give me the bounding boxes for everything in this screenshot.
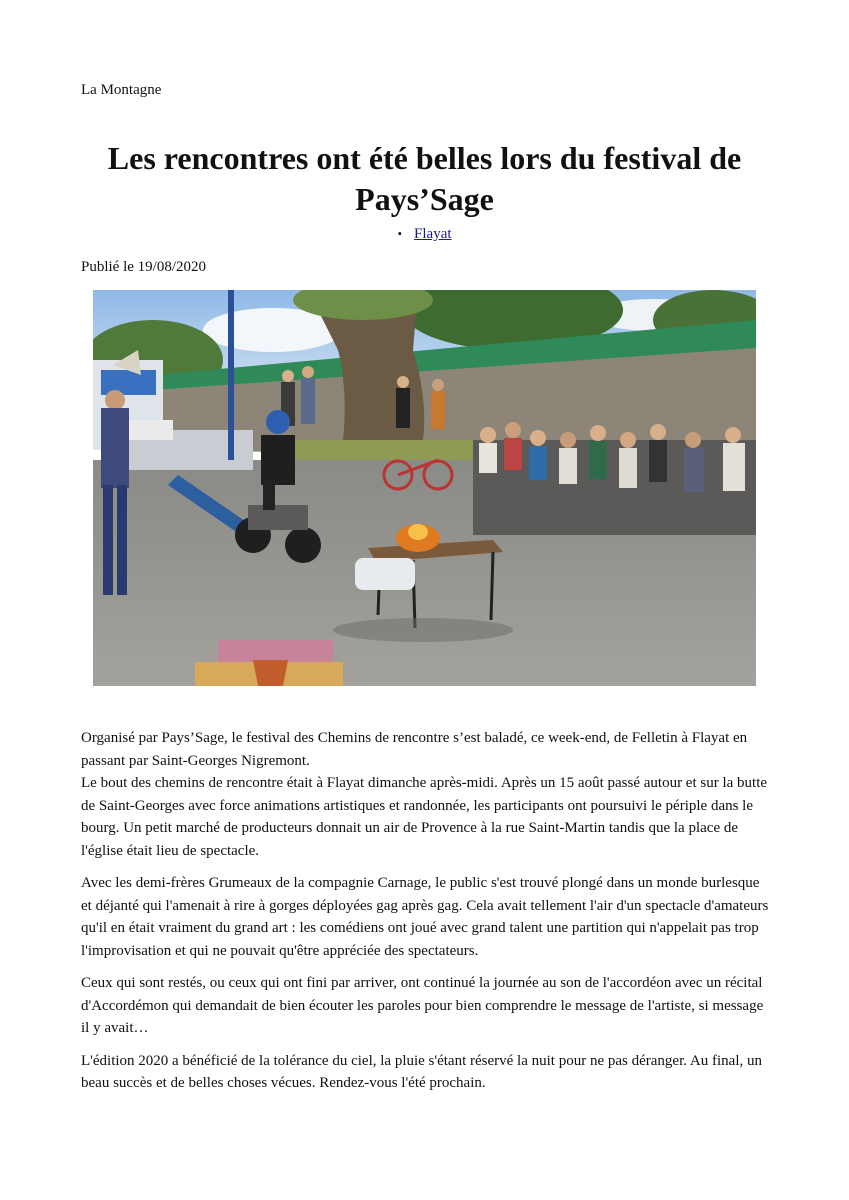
paragraph-1: Organisé par Pays’Sage, le festival des Chemins de rencontre s’est baladé, ce week-end, de Felletin à Flayat en passant par Saint-Georges Nigremont. xyxy=(81,730,748,769)
article-photo xyxy=(93,290,756,686)
source-name: La Montagne xyxy=(81,82,162,98)
tag-list xyxy=(0,226,849,243)
paragraph-4: Ceux qui sont restés, ou ceux qui ont fini par arriver, ont continué la journée au son de l'accordéon avec un récital d'Accordémon qui demandait de bien écouter les paroles pour bien comprendre le message de l'artiste, si message il y avait… xyxy=(81,975,764,1036)
paragraph-5: L'édition 2020 a bénéficié de la tolérance du ciel, la pluie s'étant réservé la nuit pour ne pas déranger. Au final, un beau succès et de belles choses vécues. Rendez-vous l'été prochain. xyxy=(81,1052,762,1091)
paragraph-2: Le bout des chemins de rencontre était à Flayat dimanche après-midi. Après un 15 août passé autour et sur la butte de Saint-Georges avec force animations artistiques et randonnée, les participants ont poursuivi le périple dans le bourg. Un petit marché de producteurs donnait un air de Provence à la rue Saint-Martin tandis que la place de l'église était lieu de spectacle. xyxy=(81,775,768,859)
tag-link-flayat[interactable]: Flayat xyxy=(414,226,452,242)
article-title: Les rencontres ont été belles lors du festival de Pays’Sage xyxy=(107,140,742,217)
publish-date: Publié le 19/08/2020 xyxy=(81,259,206,275)
article-body xyxy=(81,727,771,1105)
photo-illustration xyxy=(93,290,756,686)
paragraph-3: Avec les demi-frères Grumeaux de la compagnie Carnage, le public s'est trouvé plongé dans un monde burlesque et déjanté qui l'amenait à rire à gorges déployées gag après gag. Cela avait tellement l'air d'un spectacle d'amateurs qu'il en était vraiment du grand art : les comédiens ont joué avec grand talent une partition qui n'appelait pas trop l'improvisation et qui ne pouvait qu'être appréciée des spectateurs. xyxy=(81,875,769,959)
bullet-icon: • xyxy=(397,226,403,241)
